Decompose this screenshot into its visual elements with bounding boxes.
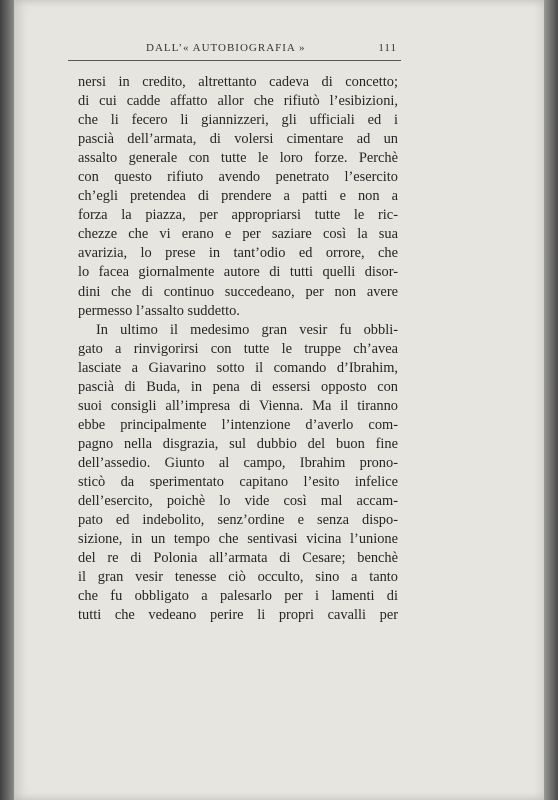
body-text bbox=[78, 73, 398, 625]
text-line: nersi in credito, altrettanto cadeva di concetto; bbox=[78, 74, 398, 90]
text-line: del re di Polonia all’armata di Cesare; benchè bbox=[78, 550, 398, 567]
text-line: lasciate a Giavarino sotto il comando d’Ibrahim, bbox=[78, 359, 398, 376]
text-line: avarizia, lo prese in tant’odio ed orrore, che bbox=[78, 245, 398, 262]
text-line: sticò da sperimentato capitano l’esito infelice bbox=[78, 473, 398, 490]
text-line: di cui cadde affatto allor che rifiutò l’esibizioni, bbox=[78, 93, 398, 110]
text-line: pagno nella disgrazia, sul dubbio del buon fine bbox=[78, 435, 398, 452]
text-line: sizione, in un tempo che sentivasi vicina l’unione bbox=[78, 531, 398, 548]
header-rule bbox=[68, 60, 401, 61]
text-line: gato a rinvigorirsi con tutte le truppe ch’avea bbox=[78, 340, 398, 357]
page-shadow-right bbox=[544, 0, 558, 800]
page-number: 111 bbox=[378, 42, 397, 54]
text-line: pascià di Buda, in pena di essersi opposto con bbox=[78, 378, 398, 395]
text-line: pascià dell’armata, di volersi cimentare ad un bbox=[78, 131, 398, 148]
text-line: tutti che vedeano perire li propri cavalli per bbox=[78, 607, 398, 624]
text-line: chezze che vi erano e per saziare così la sua bbox=[78, 226, 398, 243]
text-line: In ultimo il medesimo gran vesir fu obbli- bbox=[96, 321, 398, 338]
text-line: lo facea giornalmente autore di tutti quelli disor- bbox=[78, 264, 398, 281]
text-line: il gran vesir tenesse ciò occulto, sino a tanto bbox=[78, 569, 398, 586]
text-line: permesso l’assalto suddetto. bbox=[78, 302, 240, 319]
text-line: ebbe principalmente l’intenzione d’averlo com- bbox=[78, 416, 398, 433]
running-head-title: DALL’« AUTOBIOGRAFIA » bbox=[146, 42, 306, 54]
text-line: dini che di continuo succedeano, per non avere bbox=[78, 283, 398, 300]
text-line: che fu obbligato a palesarlo per i lamenti di bbox=[78, 588, 398, 605]
text-line: ch’egli pretendea di prendere a patti e non a bbox=[78, 188, 398, 205]
text-line: con questo rifiuto avendo penetrato l’esercito bbox=[78, 169, 398, 186]
text-line: pato ed indebolito, senz’ordine e senza dispo- bbox=[78, 512, 398, 529]
text-line: che li fecero li giannizzeri, gli ufficiali ed i bbox=[78, 112, 398, 129]
text-line: suoi consigli all’impresa di Vienna. Ma il tiranno bbox=[78, 397, 398, 414]
text-line: forza la piazza, per appropriarsi tutte le ric- bbox=[78, 207, 398, 224]
running-head bbox=[68, 42, 399, 62]
text-line: dell’esercito, poichè lo vide così mal accam- bbox=[78, 493, 398, 510]
page-shadow-left bbox=[0, 0, 14, 800]
text-line: dell’assedio. Giunto al campo, Ibrahim prono- bbox=[78, 454, 398, 471]
text-line: assalto generale con tutte le loro forze. Perchè bbox=[78, 150, 398, 167]
